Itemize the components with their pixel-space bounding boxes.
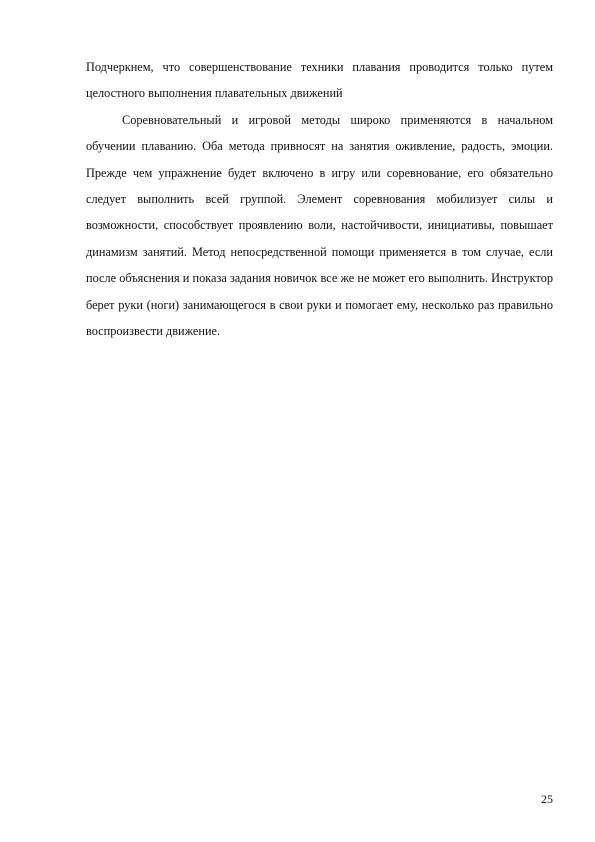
body-text bbox=[86, 54, 553, 344]
paragraph-swimming-technique: Подчеркнем, что совершенствование техники плавания проводится только путем целостного выполнения плавательных движений bbox=[86, 60, 553, 101]
page-number: 25 bbox=[541, 792, 553, 806]
paragraph-competitive-game-methods: Соревновательный и игровой методы широко применяются в начальном обучении плаванию. Оба метода привносят на занятия оживление, радость, эмоции. Прежде чем упражнение будет включено в игру или соревнование, его обязательно следует выполнить всей группой. Элемент соревнования мобилизует силы и возможности, способствует проявлению воли, настойчивости, инициативы, повышает динамизм занятий. Метод непосредственной помощи применяется в том случае, если после объяснения и показа задания новичок все же не может его выполнить. Инструктор берет руки (ноги) занимающегося в свои руки и помогает ему, несколько раз правильно воспроизвести движение. bbox=[86, 112, 553, 339]
